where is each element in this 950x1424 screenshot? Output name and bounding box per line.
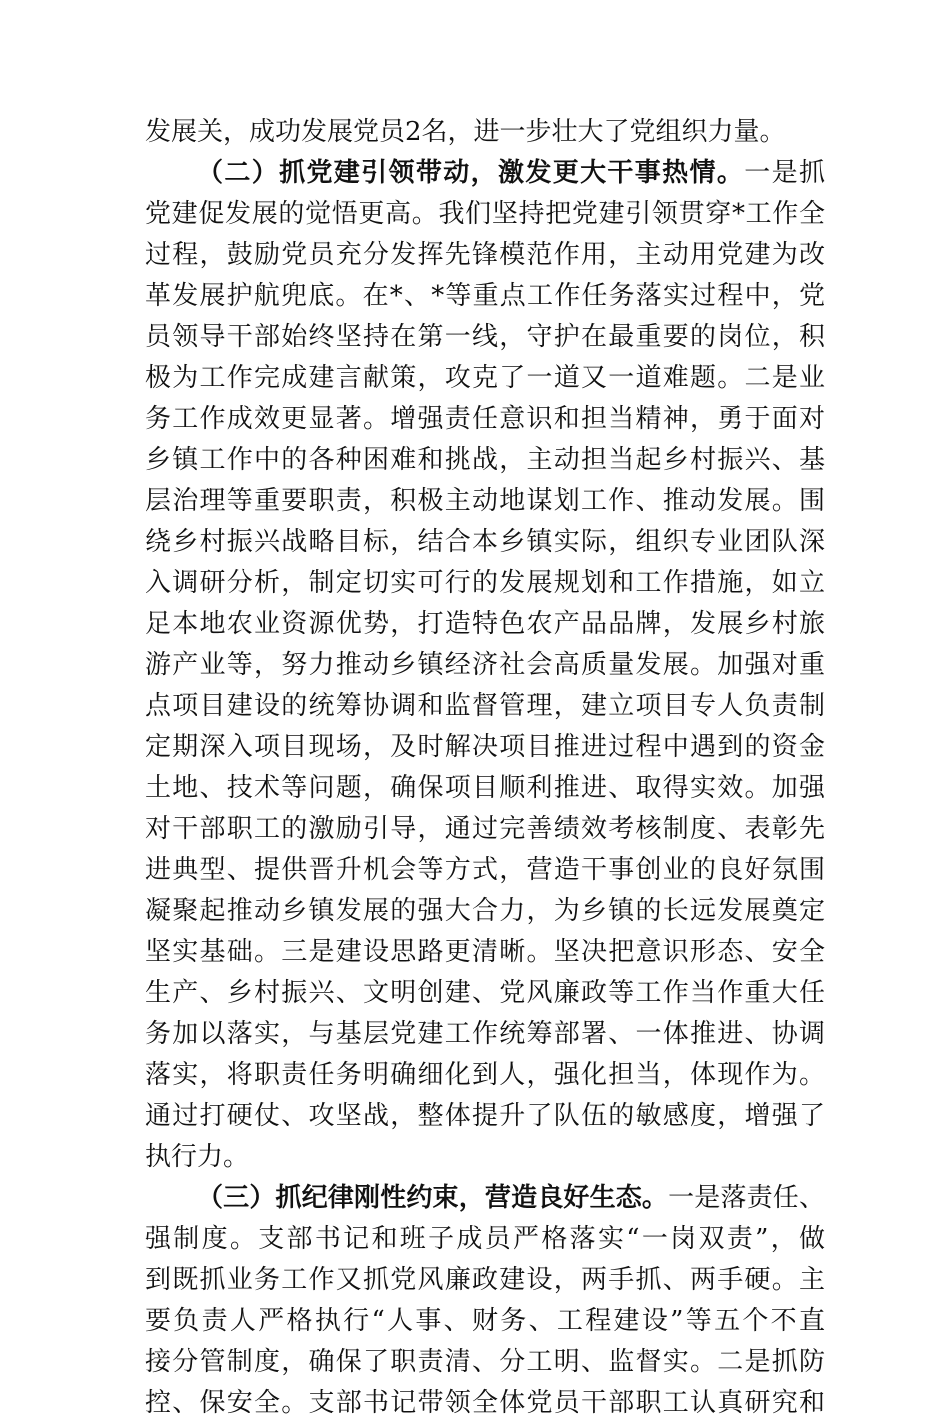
text-line: 党建促发展的觉悟更高。我们坚持把党建引领贯穿*工作全 [145, 199, 825, 229]
text-line: 执行力。 [145, 1142, 250, 1172]
text-line: 过程，鼓励党员充分发挥先锋模范作用，主动用党建为改 [145, 240, 825, 270]
text-run: 一是落责任、 [668, 1183, 825, 1213]
text-line: 极为工作完成建言献策，攻克了一道又一道难题。二是业 [145, 363, 825, 393]
section-heading-3: （三）抓纪律刚性约束，营造良好生态。 [197, 1183, 669, 1213]
text-line: 点项目建设的统筹协调和监督管理，建立项目专人负责制 [145, 691, 825, 721]
text-line: 革发展护航兜底。在*、*等重点工作任务落实过程中，党 [145, 281, 825, 311]
text-line: 绕乡村振兴战略目标，结合本乡镇实际，组织专业团队深 [145, 527, 825, 557]
text-line: 土地、技术等问题，确保项目顺利推进、取得实效。加强 [145, 773, 825, 803]
text-run: 一是抓 [744, 158, 825, 188]
text-line: 游产业等，努力推动乡镇经济社会高质量发展。加强对重 [145, 650, 825, 680]
text-line: 落实，将职责任务明确细化到人，强化担当，体现作为。 [145, 1060, 825, 1090]
text-line: 控、保安全。支部书记带领全体党员干部职工认真研究和 [145, 1388, 825, 1418]
text-line: 层治理等重要职责，积极主动地谋划工作、推动发展。围 [145, 486, 825, 516]
text-line: 坚实基础。三是建设思路更清晰。坚决把意识形态、安全 [145, 937, 825, 967]
text-line: 发展关，成功发展党员2名，进一步壮大了党组织力量。 [145, 117, 786, 147]
text-line: 要负责人严格执行“人事、财务、工程建设”等五个不直 [145, 1306, 825, 1336]
text-line: 生产、乡村振兴、文明创建、党风廉政等工作当作重大任 [145, 978, 825, 1008]
text-line: 通过打硬仗、攻坚战，整体提升了队伍的敏感度，增强了 [145, 1101, 825, 1131]
text-line: 进典型、提供晋升机会等方式，营造干事创业的良好氛围 [145, 855, 825, 885]
text-line: 对干部职工的激励引导，通过完善绩效考核制度、表彰先 [145, 814, 825, 844]
text-line: 到既抓业务工作又抓党风廉政建设，两手抓、两手硬。主 [145, 1265, 825, 1295]
text-line: 足本地农业资源优势，打造特色农产品品牌，发展乡村旅 [145, 609, 825, 639]
section-heading-2: （二）抓党建引领带动，激发更大干事热情。 [197, 158, 745, 188]
text-line: 入调研分析，制定切实可行的发展规划和工作措施，如立 [145, 568, 825, 598]
section-heading-line [145, 1178, 825, 1219]
text-line: 定期深入项目现场，及时解决项目推进过程中遇到的资金 [145, 732, 825, 762]
text-line: 员领导干部始终坚持在第一线，守护在最重要的岗位，积 [145, 322, 825, 352]
section-heading-line [145, 153, 825, 194]
text-line: 务加以落实，与基层党建工作统筹部署、一体推进、协调 [145, 1019, 825, 1049]
text-line: 乡镇工作中的各种困难和挑战，主动担当起乡村振兴、基 [145, 445, 825, 475]
text-line: 务工作成效更显著。增强责任意识和担当精神，勇于面对 [145, 404, 825, 434]
text-line: 凝聚起推动乡镇发展的强大合力，为乡镇的长远发展奠定 [145, 896, 825, 926]
text-line: 强制度。支部书记和班子成员严格落实“一岗双责”，做 [145, 1224, 825, 1254]
body-text [145, 112, 825, 1424]
text-line: 接分管制度，确保了职责清、分工明、监督实。二是抓防 [145, 1347, 825, 1377]
